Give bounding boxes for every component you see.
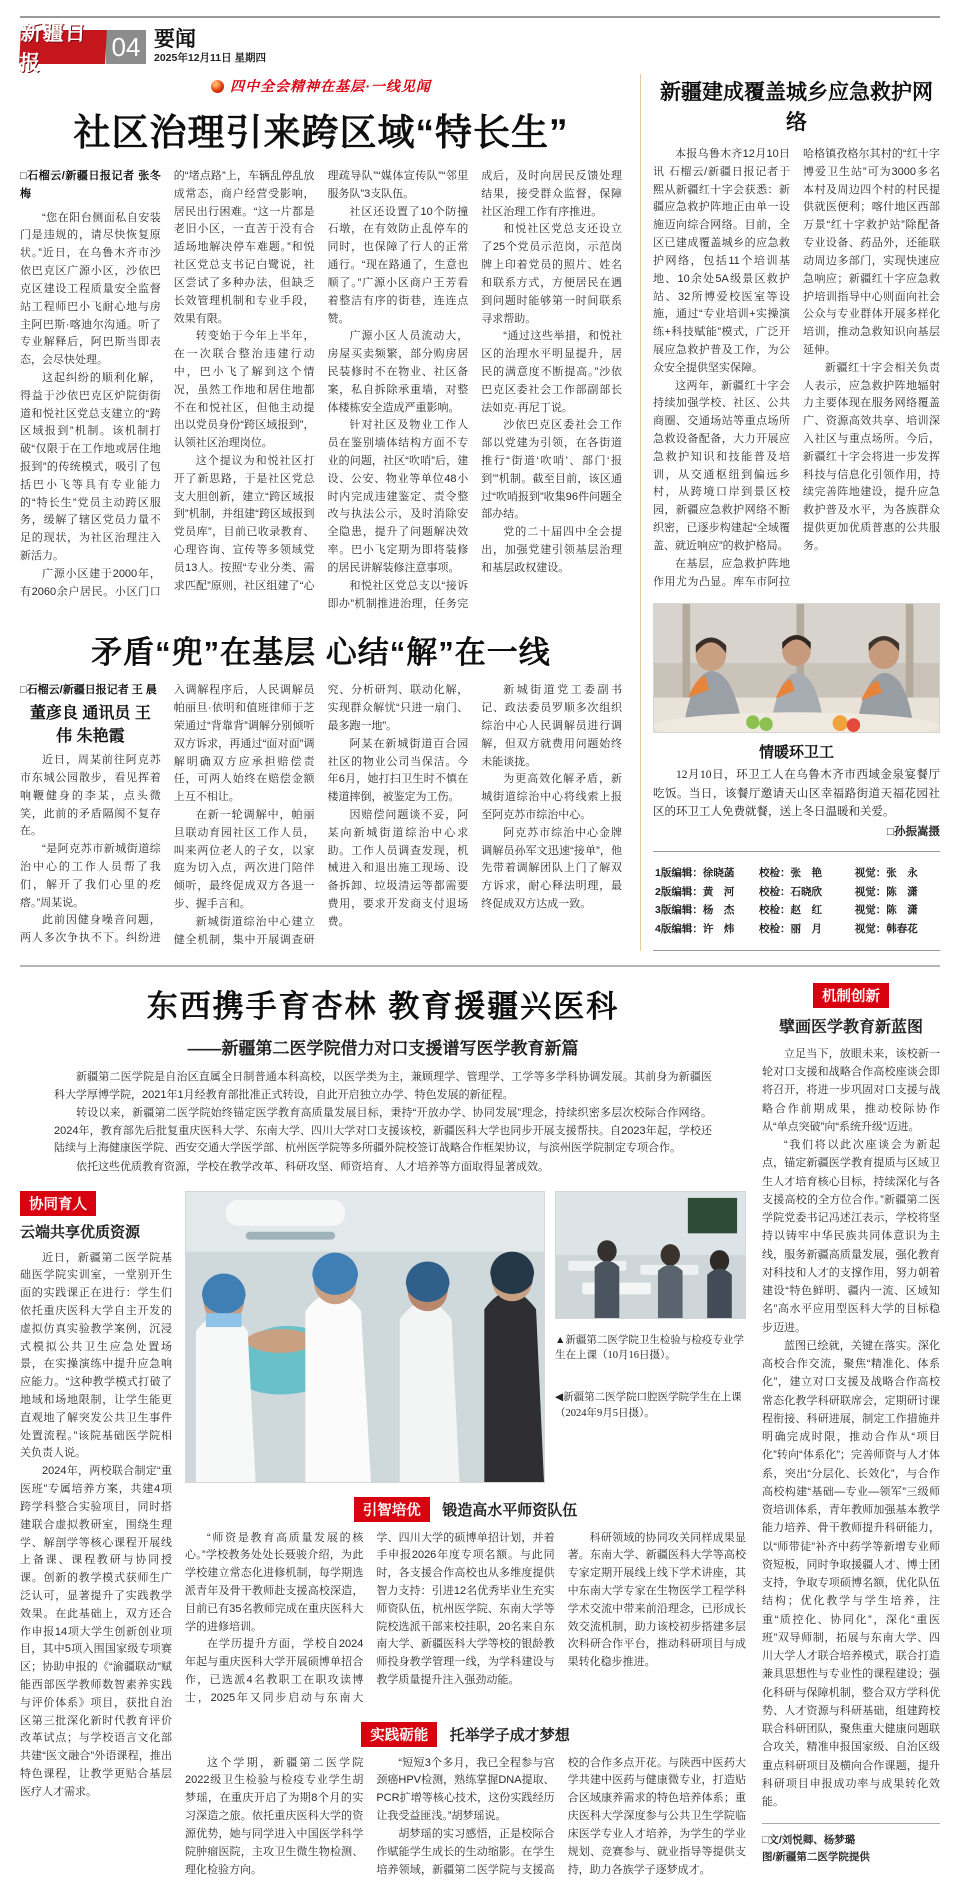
section-mechanism — [762, 981, 940, 1879]
proofreader-name: 校检：张 艳 — [759, 867, 823, 880]
editors-row — [655, 920, 938, 938]
talent-paragraphs — [185, 1530, 746, 1708]
photo-credit: 图/新疆第二医学院提供 — [762, 1851, 870, 1864]
paragraph: 阿某在新城街道百合园社区的物业公司当保洁。今年6月，她打扫卫生时不慎在楼道摔倒，被鉴定为工伤。 — [327, 737, 469, 804]
paragraph: 转变始于今年上半年，在一次联合整治违建行动中，巴小飞了解到这个情况，虽然工作地和居住地都不在和悦社区，但他主动提出以党员身份“跨区域报到”，认领社区治理岗位。 — [173, 330, 315, 450]
feature-section — [20, 965, 940, 1879]
feature-credits — [762, 1823, 940, 1866]
paragraph: 在基层，应急救护阵地作用尤为凸显。库车市阿拉哈格镇孜格尔其村的“红十字博爱卫生站”可为3000多名本村及周边四个村的村民提供就医便利；喀什地区西部万景“红十字救护站”除配备专业设备、药品外，还能联动周边多部门，实现快速应急响应；新疆红十字应急救护培训指导中心则面向社会公众与专业群体开展多样化培训，推动急救知识向基层延伸。 — [653, 148, 940, 588]
top-rule — [20, 16, 940, 18]
collab-label: 协同育人 — [20, 1191, 96, 1216]
proofreader-name: 校检：丽 月 — [759, 922, 823, 935]
paragraph: 胡梦瑶的实习感悟，正是校际合作赋能学生成长的生动缩影。在学生培养领域，新疆第二医学院与支援高校的合作多点开花。与陕西中医药大学共建中医药与健康微专业，打造贴合区域康养需求的特色培养体系；重庆医科大学深度参与公共卫生学院临床医学专业人才培养，为学生的学业规划、竞赛参与、就业指导等提供支持，助力各族学子逐梦成才。 — [376, 1756, 746, 1876]
medical-training-illustration — [186, 1192, 544, 1482]
article-body — [20, 168, 622, 613]
section-practice — [185, 1722, 746, 1880]
collab-subtitle: 云端共享优质资源 — [20, 1223, 141, 1241]
editor-name: 1版编辑：徐晓菡 — [655, 867, 735, 880]
editors-row — [655, 864, 938, 882]
photo-story-credit: □孙振嵩摄 — [887, 826, 940, 839]
classroom-illustration — [556, 1192, 745, 1318]
photo-classroom — [555, 1191, 746, 1319]
collab-paragraphs — [20, 1250, 172, 1802]
visual-name: 视觉：陈 潇 — [854, 885, 918, 898]
editors-row — [655, 901, 938, 919]
paragraph: 这两年，新疆红十字会持续加强学校、社区、公共商圈、交通场站等重点场所急救设备配备，大力开展应急救护知识和技能普及培训，从交通枢纽到偏远乡村，从跨境口岸到景区校园，新疆应急救护网络不断织密，已逐步构建起“全域覆盖、就近响应”的救护格局。 — [653, 379, 790, 552]
article-mediation — [20, 627, 622, 949]
paragraph: 2024年，两校联合制定“重医班”专属培养方案，共建4项跨学科整合实验项目，同时搭建联合虚拟教研室，围绕生理学、解剖学等核心课程开展线上备课、课程教研与协同授课。创新的教学模式获师生广泛认可，显著提升了实践教学效果。在此基础上，双方还合作申报14项大学生创新创业项目，其中5项入围国家级专项赛区；协助申报的《“渝疆联动”赋能西部医学教师数智素养实践与评价体系》项目，获批自治区第三批深化新时代教育评价改革试点；与学校语言文化部共建“医文融合”外语课程，推出特色课程，让教学更贴合基层医疗人才需求。 — [20, 1465, 172, 1798]
paragraph: 本报乌鲁木齐12月10日讯 石榴云/新疆日报记者于熙从新疆红十字会获悉：新疆应急救护阵地正由单一设施迈向综合网络。目前，全区已建成覆盖城乡的应急救护网络，包括11个培训基地、10余处5A级景区救护站、32所博爱校医室等设施，通过“专业培训+实操演练+科技赋能”模式，广泛开展应急救护普及工作，为公众安全提供坚实保障。 — [653, 148, 790, 374]
paragraph: 在学历提升方面，学校自2024年起与重庆医科大学开展硕博单招合作，已选派4名教职工在职攻读博士，2025年又同步启动与东南大学、四川大学的硕博单招计划，并着手申报2026年度专项名额。与此同时，各支援合作高校也从多维度提供智力支持：引进12名优秀毕业生充实师资队伍，杭州医学院、东南大学等院校选派干部来校挂职，20名来自东南大学、新疆医科大学等校的银龄教师投身教学管理一线，为学科建设与教学质量提升注入强劲动能。 — [185, 1531, 555, 1704]
paragraph: 沙依巴克区委社会工作部以党建为引领，在各街道推行“街道‘吹哨’、部门‘报到’”机制。截至目前，该区通过“吹哨报到”收集96件问题全部办结。 — [481, 419, 622, 521]
photo-caption-1: ▲新疆第二医学院卫生检验与检疫专业学生在上课（10月16日摄）。 — [555, 1334, 744, 1362]
editors-row — [655, 883, 938, 901]
article-body — [653, 146, 940, 591]
photo-caption-2: ◀新疆第二医学院口腔医学院学生在上课（2024年9月5日摄）。 — [555, 1392, 742, 1419]
paragraph: 近日，新疆第二医学院基础医学院实训室，一堂别开生面的实践课正在进行：学生们依托重庆医科大学自主开发的虚拟仿真实验教学案例，沉浸式模拟公共卫生应急处置场景，在实操演练中提升应急响应能力。“这种教学模式打破了地域和场地限制，让学生能更直观地了解突发公共卫生事件处置流程。”该院基础医学院相关负责人说。 — [20, 1251, 172, 1460]
article-body — [20, 682, 622, 949]
paragraph: “通过这些举措，和悦社区的治理水平明显提升，居民的满意度不断提高。”沙依巴克区委社会工作部副部长法如克·再尼丁说。 — [481, 330, 622, 414]
flame-icon — [211, 80, 224, 93]
proofreader-name: 校检：石晓欣 — [759, 885, 823, 898]
column-kicker — [20, 76, 622, 96]
paragraph: 立足当下，放眼未来，该校新一轮对口支援和战略合作高校座谈会即将召开，将进一步巩固对口支援与战略合作前期成果，推动校际协作从“单点突破”向“系统升级”迈进。 — [762, 1047, 940, 1133]
paragraph: 阿克苏市综治中心金牌调解员孙军文迅速“接单”，他先带着调解团队上门了解双方诉求，耐心释法明理，最终促成双方达成一致。 — [481, 826, 622, 911]
visual-name: 视觉：陈 潇 — [854, 904, 918, 917]
paragraph: 为更高效化解矛盾，新城街道综治中心将线索上报至阿克苏市综治中心。 — [481, 773, 622, 821]
paragraph: 广源小区建于2000年，有2060余户居民。小区门口的“堵点路”上，车辆乱停乱放成常态，商户经营受影响，居民出行困难。“这一片都是老旧小区，一直苦于没有合适场地解决停车难题。”和悦社区党总支书记白鹭说，社区尝试了多种办法，但缺乏长效管理机制和专业手段，效果有限。 — [20, 170, 315, 598]
section-talent — [185, 1497, 746, 1708]
mechanism-label: 机制创新 — [813, 983, 889, 1008]
article-rescue-network — [653, 76, 940, 591]
paragraph: 和悦社区党总支还设立了25个党员示范岗，示范岗牌上印着党员的照片、姓名和联系方式，方便居民在遇到问题时能够第一时间联系寻求帮助。 — [481, 223, 622, 325]
talent-label: 引智培优 — [354, 1497, 430, 1522]
paragraph: 新城街道综治中心建立健全机制，集中开展调查研究、分析研判、联动化解，实现群众解忧“只进一扇门、最多跑一地”。 — [173, 684, 469, 946]
article-title: 矛盾“兜”在基层 心结“解”在一线 — [91, 635, 551, 671]
editor-name: 4版编辑：许 炜 — [655, 922, 735, 935]
paragraph: 针对社区及物业工作人员在鉴别墙体结构方面不专业的问题，社区“吹哨”后，建设、公安、物业等单位48小时内完成违建鉴定、责令整改与执法公示，及时消除安全隐患，提升了问题解决效率。巴小飞定期为即将装修的居民讲解装修注意事项。 — [327, 419, 469, 574]
practice-label: 实践砺能 — [361, 1722, 437, 1747]
section-title: 要闻 — [154, 27, 196, 51]
paragraph: 新疆红十字会相关负责人表示，应急救护阵地辐射力主要体现在服务网络覆盖广、资源高效共享、培训深入社区与重点场所。今后，新疆红十字会将进一步发挥科技与信息化引领作用，持续完善阵地建设，提升应急救护普及水平，为各族群众提供更加优质普惠的公共服务。 — [803, 361, 940, 552]
section-collab — [20, 1191, 172, 1880]
paragraph: 党的二十届四中全会提出，加强党建引领基层治理和基层政权建设。 — [481, 526, 622, 574]
byline-line2: 董彦良 通讯员 王 伟 朱艳霞 — [29, 705, 151, 746]
paragraph: 和悦社区党总支以“接诉即办”机制推进治理，任务完成后，及时向居民反馈处理结果，接受群众监督，保障社区治理工作有序推进。 — [327, 170, 622, 610]
paragraph: 蓝图已绘就，关键在落实。深化高校合作交流，聚焦“精准化、体系化”，建立对口支援及战略合作高校常态化教学科研联席会，定期研讨课程衔接、科研进展，制定工作措施并明确完成时限，推动合作从“项目化”转向“体系化”；完善师资与人才体系，突出“分层化、长效化”，与合作高校构建“基础—专业—领军”三级师资培训体系，青年教师加强基本教学能力培养、骨干教师提升科研能力，以“师带徒”补齐中药学等新增专业师资短板，同时争取援疆人才、博士团支持，争取专项硕博名额，优化队伍结构；优化教学与学生培养，注重“质控化、协同化”，深化“重医班”双导师制，拓展与东南大学、四川大学人才联合培养模式，联合打造兼具思想性与专业性的课程建设；强化科研与保障机制，整合双方学科优势、人才资源与科研基础，组建跨校联合科研团队，聚焦重大健康问题联合攻关，精准申报国家级、自治区级重点科研项目及横向合作课题，提升科研项目申报成功率与成果转化效能。 — [762, 1339, 940, 1809]
paragraph: 新城街道党工委副书记、政法委员罗顺多次组织综治中心人民调解员进行调解，但双方就费用问题始终未能谈拢。 — [481, 684, 622, 768]
paragraph: 近日，周某前往阿克苏市东城公园散步，看见挥着响鞭健身的李某，点头微笑，此前的矛盾隔阂不复存在。 — [20, 754, 161, 838]
editor-name: 3版编辑：杨 杰 — [655, 904, 735, 917]
feature-subtitle: ——新疆第二医学院借力对口支援谱写医学教育新篇 — [187, 1038, 579, 1058]
editors-box — [653, 851, 940, 951]
byline: □石榴云/新疆日报记者 张冬梅 — [20, 170, 161, 200]
paragraph: 社区还设置了10个防撞石墩，在有效防止乱停车的同时，也保障了行人的正常通行。“现在路通了，生意也顺了。”广源小区商户王芳看着整洁有序的街巷，连连点赞。 — [327, 205, 469, 325]
article-title: 社区治理引来跨区域“特长生” — [73, 112, 569, 153]
article-community-governance — [20, 76, 622, 613]
paragraph: 这个提议为和悦社区打开了新思路，于是社区党总支大胆创新，建立“跨区域报到”机制，并组建“跨区域报到党员库”，目前已收录教育、心理咨询、宣传等多领域党员13人。按照“专业分类、需求匹配”原则，社区组建了“心理疏导队”“媒体宣传队”“邻里服务队”3支队伍。 — [173, 170, 469, 592]
article-title: 新疆建成覆盖城乡应急救护网络 — [660, 81, 933, 134]
photo-sanitation-workers — [653, 603, 940, 733]
page-date: 2025年12月11日 星期四 — [154, 51, 267, 64]
page-number: 04 — [106, 30, 146, 64]
kicker-label: 四中全会精神在基层·一线见闻 — [230, 78, 431, 94]
paragraph: 在新一轮调解中，帕丽旦联动育园社区工作人员，叫来两位老人的子女，以家庭为切入点，两次进门陪伴倾听，最终促成双方各退一步、握手言和。 — [173, 809, 315, 911]
paragraph: “您在阳台侧面私自安装门是违规的，请尽快恢复原状。”近日，在乌鲁木齐市沙依巴克区广源小区，沙依巴克区建设工程质量安全监督站工程师巴小飞耐心地与房主阿巴斯·喀迪尔沟通。听了专业解释后，阿巴斯当即表态，会尽快处理。 — [20, 211, 161, 367]
sanitation-photo-illustration — [654, 604, 939, 732]
feature-intro — [20, 1069, 746, 1177]
photo-story-title: 情暖环卫工 — [758, 744, 834, 762]
paper-logo: 新疆日报 — [19, 30, 107, 64]
paragraph: “师资是教育高质量发展的核心。”学校教务处处长聂骏介绍，为此学校建立常态化进修机制，每学期选派青年及骨干教师赴支援高校深造，目前已有35名教师完成在重庆医科大学的进修培训。 — [185, 1531, 364, 1633]
talent-subtitle: 锻造高水平师资队伍 — [442, 1501, 578, 1519]
text-credit: □文/刘悦卿、杨梦璐 — [762, 1834, 856, 1847]
visual-name: 视觉：韩春花 — [854, 922, 918, 935]
masthead — [18, 21, 940, 75]
photo-medical-training — [185, 1191, 545, 1483]
paragraph: 新疆第二医学院是自治区直属全日制普通本科高校，以医学类为主，兼顾理学、管理学、工学等多学科协调发展。其前身为新疆医科大学厚博学院，2021年1月经教育部批准正式转设，自此开启独立办学、特色发展的新征程。 — [54, 1070, 712, 1101]
paragraph: “我们将以此次座谈会为新起点，锚定新疆医学教育提质与区域卫生人才培育核心目标，持续深化与各支援高校的全方位合作。”新疆第二医学院党委书记冯述江表示，学校将坚持以铸牢中华民族共同体意识为主线，服务新疆高质量发展，强化教育对科技和人才的支撑作用，努力朝着建设“特色鲜明、疆内一流、区域知名”高水平应用型医科大学的目标稳步迈进。 — [762, 1139, 940, 1334]
paragraph: 转设以来，新疆第二医学院始终锚定医学教育高质量发展目标，秉持“开放办学、协同发展”理念，持续织密多层次校际合作网络。2024年，教育部先后批复重庆医科大学、东南大学、四川大学对口支援该校，新疆医科大学也同步开展支援帮扶。自2023年起，学校还陆续与上海健康医学院、西安交通大学医学部、杭州医学院等多所疆外院校签订战略合作框架协议，与滨州医学院制定专项合作。 — [54, 1107, 712, 1155]
right-column — [640, 74, 940, 951]
paragraph: 依托这些优质教育资源，学校在教学改革、科研攻坚、师资培育、人才培养等方面取得显著成效。 — [76, 1160, 549, 1173]
photo-story-text: 12月10日，环卫工人在乌鲁木齐市西域金泉宴餐厅吃饭。当日，该餐厅邀请天山区幸福路街道天福花园社区的环卫工人免费就餐，送上冬日温暖和关爱。 — [653, 769, 940, 819]
paragraph: 因赔偿问题谈不妥，阿某向新城街道综治中心求助。工作人员调查发现，机械进入和退出施工现场、设备拆卸、垃圾清运等都需要费用，要求开发商支付退场费。 — [327, 809, 469, 928]
practice-paragraphs — [185, 1755, 746, 1880]
mechanism-paragraphs — [762, 1045, 940, 1812]
practice-subtitle: 托举学子成才梦想 — [449, 1726, 570, 1744]
byline-line1: □石榴云/新疆日报记者 王 晨 — [20, 684, 157, 697]
paragraph: 这个学期，新疆第二医学院2022级卫生检验与检疫专业学生胡梦瑶，在重庆开启了为期8个月的实习深造之旅。依托重庆医科大学的资源优势，她与同学进入中国医学科学院肿瘤医院，主攻卫生微生物检测、理化检验方向。 — [185, 1756, 364, 1876]
paragraph: 广源小区人员流动大，房屋买卖频繁，部分购房居民装修时不在物业、社区备案，私自拆除承重墙，对整体楼栋安全造成严重影响。 — [327, 330, 469, 414]
proofreader-name: 校检：赵 红 — [759, 904, 823, 917]
article-paragraphs — [20, 168, 622, 613]
paragraph: “短短3个多月，我已全程参与宫颈癌HPV检测，熟练掌握DNA提取、PCR扩增等核心技术，这份实践经历让我受益匪浅。”胡梦瑶说。 — [376, 1756, 555, 1823]
paragraph: 科研领域的协同攻关同样成果显著。东南大学、新疆医科大学等高校专家定期开展线上线下学术讲座，其中东南大学专家在生物医学工程学科学术交流中带来前沿理念，已形成长效交流机制，助力该校初步搭建多层次科研合作平台，推动科研项目与成果转化稳步推进。 — [567, 1531, 746, 1669]
mechanism-subtitle: 擘画医学教育新蓝图 — [778, 1018, 923, 1036]
visual-name: 视觉：张 永 — [854, 867, 918, 880]
paragraph: 这起纠纷的顺利化解，得益于沙依巴克区炉院街街道和悦社区党总支建立的“跨区域报到”机制。该机制打破“仅限于在工作地或居住地报到”的传统模式，吸引了包括巴小飞等具有专业能力的“特长生”党员主动跨区服务，缓解了辖区党员力量不足的现状，为社区治理注入新活力。 — [20, 371, 161, 563]
article-paragraphs — [653, 146, 940, 591]
paragraph: 此前因健身噪音问题，两人多次争执不下。纠纷进入调解程序后，人民调解员帕丽旦·依明和值班律师于芝荣通过“背靠背”调解分别倾听双方诉求，再通过“面对面”调解明确双方应承担赔偿责任，可两人始终在赔偿金额上互不相让。 — [20, 684, 315, 945]
editor-name: 2版编辑：黄 河 — [655, 885, 735, 898]
feature-title: 东西携手育杏林 教育援疆兴医科 — [146, 988, 620, 1024]
paragraph: “是阿克苏市新城街道综治中心的工作人员帮了我们，解开了我们心里的疙瘩。”周某说。 — [20, 843, 161, 909]
